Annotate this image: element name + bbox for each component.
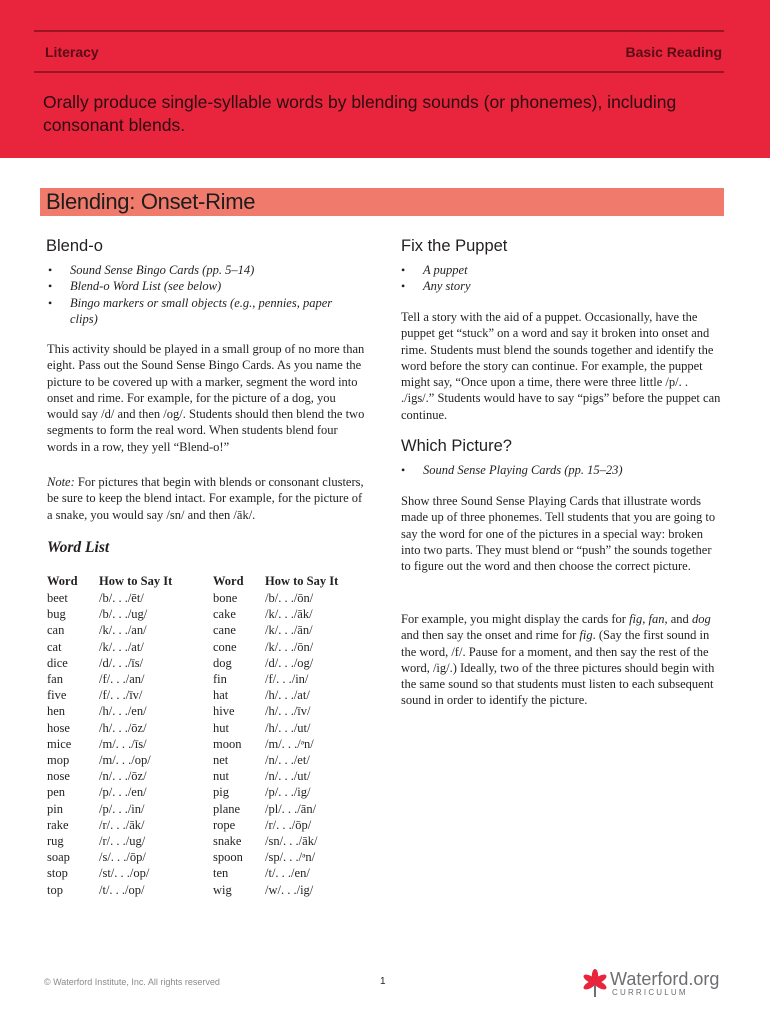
pronunciation-cell: /pl/. . ./ān/ <box>265 801 317 816</box>
pronunciation-cell: /k/. . ./at/ <box>99 639 144 654</box>
table-row <box>47 639 365 655</box>
word-cell: spoon <box>213 850 243 865</box>
pronunciation-cell: /r/. . ./āk/ <box>99 817 145 832</box>
word-cell: hut <box>213 720 229 735</box>
word-cell: nut <box>213 769 229 784</box>
example-words: fig, fan, <box>629 612 668 626</box>
column-header: How to Say It <box>265 573 339 588</box>
table-row <box>47 687 365 703</box>
word-cell: wig <box>213 882 232 897</box>
word-cell: moon <box>213 736 242 751</box>
column-header: Word <box>47 573 78 588</box>
word-list-table <box>47 572 365 898</box>
pronunciation-cell: /m/. . ./ᵊn/ <box>265 736 314 751</box>
pronunciation-cell: /f/. . ./īv/ <box>99 688 143 703</box>
word-cell: bone <box>213 591 238 605</box>
table-row <box>47 622 365 638</box>
word-cell: cane <box>213 623 236 638</box>
word-cell: hive <box>213 704 235 719</box>
word-cell: stop <box>47 866 68 881</box>
column-header: How to Say It <box>99 573 173 588</box>
header-rule-top <box>34 30 724 32</box>
word-cell: fan <box>47 672 63 687</box>
pronunciation-cell: /k/. . ./ōn/ <box>265 639 314 654</box>
list-item: • Bingo markers or small objects (e.g., pennies, paper clips) <box>48 295 338 328</box>
list-item: • Any story <box>401 278 721 294</box>
waterford-logo <box>582 968 732 1000</box>
which-picture-heading: Which Picture? <box>401 437 512 455</box>
pronunciation-cell: /k/. . ./āk/ <box>265 607 313 622</box>
logo-name: Waterford.org <box>610 969 720 989</box>
word-cell: fin <box>213 672 227 687</box>
example-word-fig: fig <box>579 628 593 643</box>
blend-o-materials <box>48 262 338 327</box>
word-cell: mice <box>47 736 72 751</box>
word-cell: cake <box>213 607 236 622</box>
table-row <box>47 768 365 784</box>
blend-o-instructions: This activity should be played in a small group of no more than eight. Pass out the Sound Sense Bingo Cards. As you name the picture to be covered up with a marker, segment the word into onset and rime. For example, for the picture of a dog, you would say /d/ and then /og/. Students should then blend the two segments to form the real word. When students blend four words in a row, they yell “Blend-o!” <box>47 342 365 454</box>
pronunciation-cell: /b/. . ./ēt/ <box>99 591 144 605</box>
list-item: • Blend-o Word List (see below) <box>48 278 338 294</box>
word-cell: hat <box>213 688 229 703</box>
word-cell: nose <box>47 769 70 784</box>
word-cell: snake <box>213 834 242 849</box>
word-cell: ten <box>213 866 229 881</box>
word-cell: rake <box>47 817 69 832</box>
table-row <box>47 801 365 817</box>
note-label: Note: <box>47 475 75 489</box>
list-item: • Sound Sense Bingo Cards (pp. 5–14) <box>48 262 338 278</box>
pronunciation-cell: /n/. . ./et/ <box>265 753 310 768</box>
page-number: 1 <box>380 976 386 987</box>
table-row <box>47 590 365 606</box>
pronunciation-cell: /t/. . ./en/ <box>265 866 310 881</box>
which-picture-materials <box>401 462 721 478</box>
word-cell: cat <box>47 639 62 654</box>
table-row <box>47 655 365 671</box>
pronunciation-cell: /m/. . ./op/ <box>99 753 151 768</box>
pronunciation-cell: /m/. . ./īs/ <box>99 736 147 751</box>
word-cell: rug <box>47 834 64 849</box>
word-cell: can <box>47 623 65 638</box>
table-row <box>47 752 365 768</box>
word-cell: five <box>47 688 67 703</box>
blend-o-note <box>47 474 365 523</box>
table-row <box>47 671 365 687</box>
note-text: For pictures that begin with blends or consonant clusters, be sure to keep the blend intact. For example, for the picture of a snake, you would say /sn/ and then /āk/. <box>47 475 364 522</box>
example-text: and <box>667 612 692 626</box>
pronunciation-cell: /sn/. . ./āk/ <box>265 834 318 849</box>
word-cell: beet <box>47 591 68 605</box>
pronunciation-cell: /st/. . ./op/ <box>99 866 150 881</box>
column-header: Word <box>213 573 244 588</box>
table-row <box>47 882 365 898</box>
example-text: . (Say the first sound in the word, /f/. Pause for a moment, and then say the rest of the word, /ig/.) Ideally, two of the three pictures should begin with the same sound so that students must listen to each subsequent sound in order to identify the picture. <box>401 628 715 708</box>
table-header-row <box>47 572 365 590</box>
pronunciation-cell: /t/. . ./op/ <box>99 882 145 897</box>
example-text: For example, you might display the cards for <box>401 612 630 626</box>
pronunciation-cell: /h/. . ./at/ <box>265 688 310 703</box>
word-cell: pig <box>213 785 229 800</box>
pronunciation-cell: /s/. . ./ōp/ <box>99 850 146 865</box>
header-strand: Basic Reading <box>625 44 722 60</box>
word-cell: plane <box>213 801 241 816</box>
pronunciation-cell: /r/. . ./ug/ <box>99 834 146 849</box>
flower-logo-icon <box>582 968 608 998</box>
word-cell: pin <box>47 801 63 816</box>
word-cell: dice <box>47 655 68 670</box>
pronunciation-cell: /b/. . ./ug/ <box>99 607 148 622</box>
word-cell: hose <box>47 720 70 735</box>
word-cell: rope <box>213 817 236 832</box>
word-cell: soap <box>47 850 70 865</box>
table-row <box>47 817 365 833</box>
word-cell: hen <box>47 704 66 719</box>
pronunciation-cell: /b/. . ./ōn/ <box>265 591 314 605</box>
logo-subtitle: CURRICULUM <box>612 988 688 997</box>
pronunciation-cell: /k/. . ./ān/ <box>265 623 313 638</box>
page-title: Blending: Onset-Rime <box>46 189 256 214</box>
pronunciation-cell: /n/. . ./ōz/ <box>99 769 147 784</box>
pronunciation-cell: /p/. . ./ig/ <box>265 785 311 800</box>
word-cell: net <box>213 753 229 768</box>
pronunciation-cell: /p/. . ./in/ <box>99 801 145 816</box>
word-list-body <box>47 590 365 898</box>
pronunciation-cell: /d/. . ./og/ <box>265 655 314 670</box>
learning-objective: Orally produce single-syllable words by blending sounds (or phonemes), including consonant blends. <box>43 92 677 135</box>
table-row <box>47 784 365 800</box>
pronunciation-cell: /h/. . ./ut/ <box>265 720 311 735</box>
fix-puppet-heading: Fix the Puppet <box>401 237 508 255</box>
pronunciation-cell: /p/. . ./en/ <box>99 785 147 800</box>
word-cell: mop <box>47 753 70 768</box>
table-row <box>47 736 365 752</box>
table-row <box>47 703 365 719</box>
word-cell: bug <box>47 607 66 622</box>
pronunciation-cell: /k/. . ./an/ <box>99 623 147 638</box>
pronunciation-cell: /h/. . ./īv/ <box>265 704 311 719</box>
word-cell: pen <box>47 785 66 800</box>
word-cell: top <box>47 882 63 897</box>
word-list-title: Word List <box>47 539 110 556</box>
fix-puppet-materials <box>401 262 721 295</box>
table-row <box>47 849 365 865</box>
pronunciation-cell: /w/. . ./ig/ <box>265 882 314 897</box>
pronunciation-cell: /f/. . ./an/ <box>99 672 145 687</box>
header-rule-bottom <box>34 71 724 73</box>
word-cell: cone <box>213 639 237 654</box>
pronunciation-cell: /h/. . ./en/ <box>99 704 147 719</box>
pronunciation-cell: /r/. . ./ōp/ <box>265 817 312 832</box>
footer-copyright: © Waterford Institute, Inc. All rights reserved <box>44 977 220 987</box>
table-row <box>47 720 365 736</box>
pronunciation-cell: /h/. . ./ōz/ <box>99 720 147 735</box>
fix-puppet-instructions: Tell a story with the aid of a puppet. Occasionally, have the puppet get “stuck” on a word and say it broken into onset and rime. Students must blend the sounds together and identify the word before the story can continue. For example, the puppet might say, “Once upon a time, there were three little /p/. . ./igs/.” Students would have to say “pigs” before the puppet can continue. <box>401 310 721 422</box>
table-row <box>47 833 365 849</box>
header-category: Literacy <box>45 44 99 60</box>
example-word-dog: dog <box>691 612 711 626</box>
list-item: • Sound Sense Playing Cards (pp. 15–23) <box>401 462 721 478</box>
pronunciation-cell: /n/. . ./ut/ <box>265 769 311 784</box>
pronunciation-cell: /d/. . ./īs/ <box>99 655 144 670</box>
which-picture-example <box>401 611 723 709</box>
word-cell: dog <box>213 655 232 670</box>
table-row <box>47 865 365 881</box>
pronunciation-cell: /sp/. . ./ᵊn/ <box>265 850 316 865</box>
table-row <box>47 606 365 622</box>
example-text: and then say the onset and rime for <box>401 628 580 643</box>
blend-o-heading: Blend-o <box>46 237 103 255</box>
section-title-bar <box>40 188 724 216</box>
which-picture-instructions: Show three Sound Sense Playing Cards that illustrate words made up of three phonemes. Tell students that you are going to say the word for one of the pictures in a special way: broken into two parts. They must blend or “push” the sounds together to figure out the word and then choose the correct picture. <box>401 494 716 574</box>
pronunciation-cell: /f/. . ./in/ <box>265 672 309 687</box>
list-item: • A puppet <box>401 262 721 278</box>
